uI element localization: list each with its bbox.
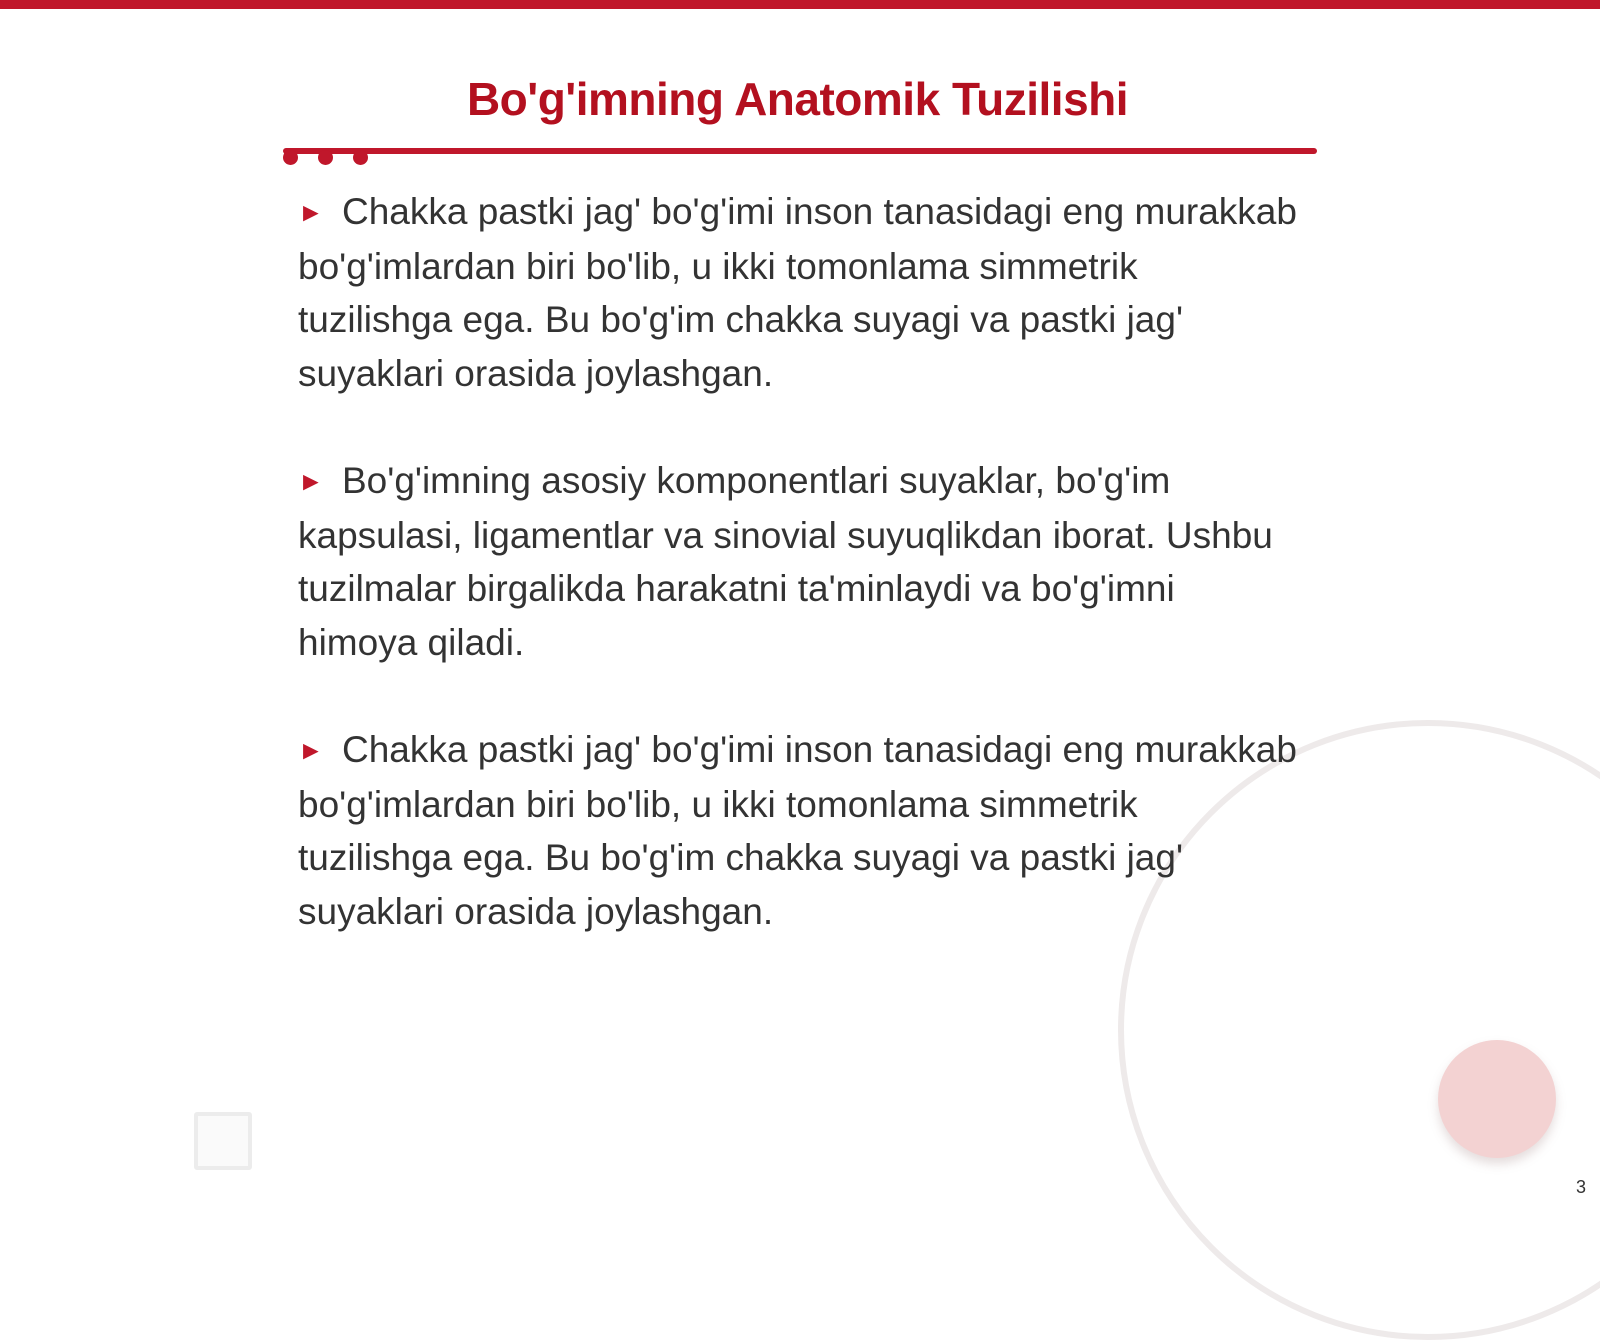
top-accent-bar xyxy=(0,0,1600,9)
bullet-text: Chakka pastki jag' bo'g'imi inson tanasidagi eng murakkab bo'g'imlardan biri bo'lib, u ikki tomonlama simmetrik tuzilishga ega. Bu bo'g'im chakka suyagi va pastki jag' suyaklari orasida joylashgan. xyxy=(298,729,1297,932)
underline-dot-1 xyxy=(283,150,298,165)
bullet-item-2 xyxy=(298,454,1298,669)
bullet-item-3 xyxy=(298,723,1298,938)
decorative-pink-circle xyxy=(1438,1040,1556,1158)
bullet-arrow-icon: ► xyxy=(298,466,324,496)
page-number: 3 xyxy=(1575,1177,1586,1197)
bullet-arrow-icon: ► xyxy=(298,735,324,765)
bullet-arrow-icon: ► xyxy=(298,197,324,227)
bullet-list xyxy=(298,185,1298,992)
underline-dot-3 xyxy=(353,150,368,165)
slide-title: Bo'g'imning Anatomik Tuzilishi xyxy=(466,73,1129,125)
decorative-square xyxy=(194,1112,252,1170)
bullet-text: Bo'g'imning asosiy komponentlari suyaklar, bo'g'im kapsulasi, ligamentlar va sinovial suyuqlikdan iborat. Ushbu tuzilmalar birgalikda harakatni ta'minlaydi va bo'g'imni himoya qiladi. xyxy=(298,460,1273,663)
bullet-text: Chakka pastki jag' bo'g'imi inson tanasidagi eng murakkab bo'g'imlardan biri bo'lib, u ikki tomonlama simmetrik tuzilishga ega. Bu bo'g'im chakka suyagi va pastki jag' suyaklari orasida joylashgan. xyxy=(298,191,1297,394)
underline-dot-2 xyxy=(318,150,333,165)
bullet-item-1 xyxy=(298,185,1298,400)
title-underline xyxy=(283,148,1317,154)
